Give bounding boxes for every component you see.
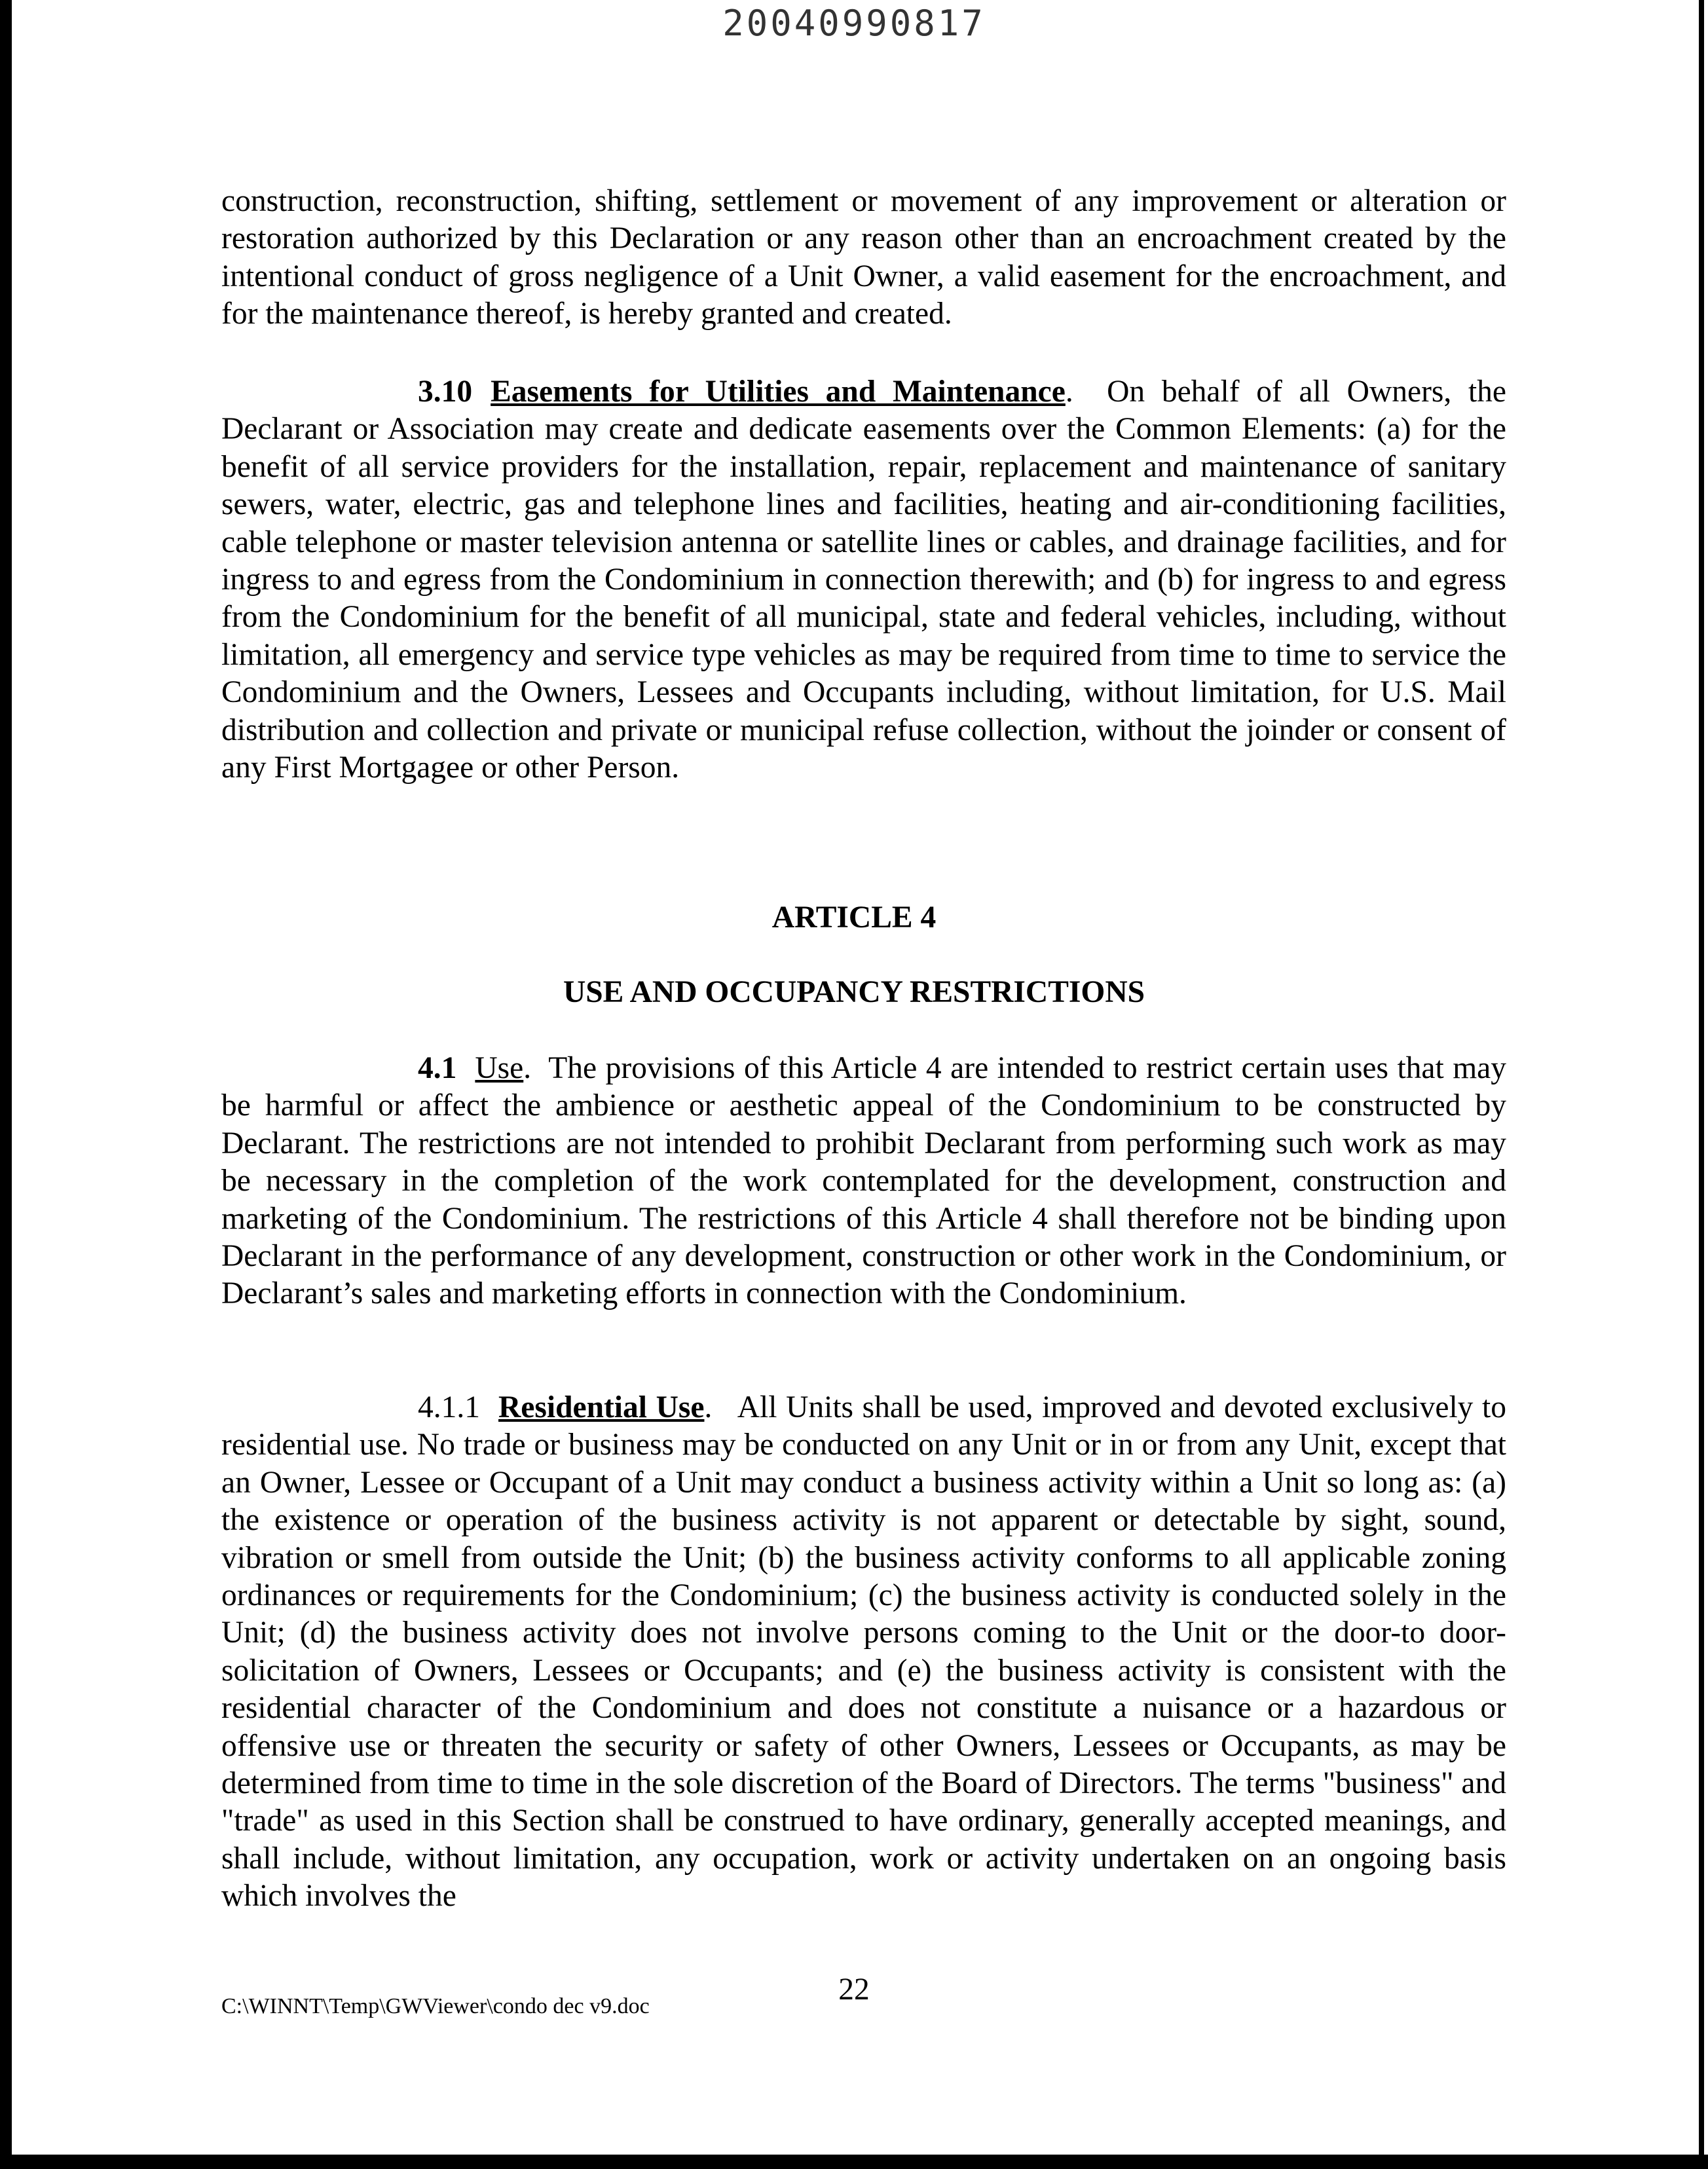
section-number: 3.10: [418, 375, 473, 409]
page-number: 22: [838, 1973, 870, 2007]
section-title: Easements for Utilities and Maintenance: [491, 375, 1066, 409]
document-number: 20040990817: [722, 3, 986, 44]
section-number: 4.1.1: [418, 1390, 480, 1424]
section-3-10: 3.10 Easements for Utilities and Maintenance. On behalf of all Owners, the Declarant or Association may create and dedicate easements over the Common Elements: (a) for the benefit of all service providers for the installation, repair, replacement and maintenance of sanitary sewers, water, electric, gas and telephone lines and facilities, heating and air-conditioning facilities, cable telephone or master television antenna or satellite lines or cables, and drainage facilities, and for ingress to and egress from the Condominium in connection therewith; and (b) for ingress to and egress from the Condominium for the benefit of all municipal, state and federal vehicles, including, without limitation, all emergency and service type vehicles as may be required from time to time to service the Condominium and the Owners, Lessees and Occupants including, without limitation, for U.S. Mail distribution and collection and private or municipal refuse collection, without the joinder or consent of any First Mortgagee or other Person.: [221, 375, 1507, 785]
section-title: Use: [475, 1051, 524, 1085]
section-4-1-1: 4.1.1 Residential Use. All Units shall be used, improved and devoted exclusively to residential use. No trade or business may be conducted on any Unit or in or from any Unit, except that an Owner, Lessee or Occupant of a Unit may conduct a business activity within a Unit so long as: (a) the existence or operation of the business activity is not apparent or detectable by sight, sound, vibration or smell from outside the Unit; (b) the business activity conforms to all applicable zoning ordinances or requirements for the Condominium; (c) the business activity is conducted solely in the Unit; (d) the business activity does not involve persons coming to the Unit or the door-to door-solicitation of Owners, Lessees or Occupants; and (e) the business activity is consistent with the residential character of the Condominium and does not constitute a nuisance or a hazardous or offensive use or threaten the security or safety of other Owners, Lessees or Occupants, as may be determined from time to time in the sole discretion of the Board of Directors. The terms "business" and "trade" as used in this Section shall be construed to have ordinary, generally accepted meanings, and shall include, without limitation, any occupation, work or activity undertaken on an ongoing basis which involves the: [221, 1390, 1506, 1914]
section-number: 4.1: [418, 1051, 457, 1085]
section-text: All Units shall be used, improved and devoted exclusively to residential use. No trade or business may be conducted on any Unit or in or from any Unit, except that an Owner, Lessee or Occupant of a Unit may conduct a business activity within a Unit so long as: (a) the existence or operation of the business activity is not apparent or detectable by sight, sound, vibration or smell from outside the Unit; (b) the business activity conforms to all applicable zoning ordinances or requirements for the Condominium; (c) the business activity is conducted solely in the Unit; (d) the business activity does not involve persons coming to the Unit or the door-to door-solicitation of Owners, Lessees or Occupants; and (e) the business activity is consistent with the residential character of the Condominium and does not constitute a nuisance or a hazardous or offensive use or threaten the security or safety of other Owners, Lessees or Occupants, as may be determined from time to time in the sole discretion of the Board of Directors. The terms "business" and "trade" as used in this Section shall be construed to have ordinary, generally accepted meanings, and shall include, without limitation, any occupation, work or activity undertaken on an ongoing basis which involves the: [221, 1390, 1506, 1914]
section-title: Residential Use: [498, 1390, 705, 1424]
article-label: ARTICLE 4: [771, 900, 937, 935]
section-text: On behalf of all Owners, the Declarant or Association may create and dedicate easements over the Common Elements: (a) for the benefit of all service providers for the installation, repair, replacement and maintenance of sanitary sewers, water, electric, gas and telephone lines and facilities, heating and air-conditioning facilities, cable telephone or master television antenna or satellite lines or cables, and drainage facilities, and for ingress to and egress from the Condominium in connection therewith; and (b) for ingress to and egress from the Condominium for the benefit of all municipal, state and federal vehicles, including, without limitation, all emergency and service type vehicles as may be required from time to time to service the Condominium and the Owners, Lessees and Occupants including, without limitation, for U.S. Mail distribution and collection and private or municipal refuse collection, without the joinder or consent of any First Mortgagee or other Person.: [221, 375, 1507, 785]
scan-border-bottom: [0, 2155, 1708, 2169]
scan-border-right: [1699, 0, 1704, 2169]
section-4-1: 4.1 Use. The provisions of this Article 4 are intended to restrict certain uses that may be harmful or affect the ambience or aesthetic appeal of the Condominium to be constructed by Declarant. The restrictions are not intended to prohibit Declarant from performing such work as may be necessary in the completion of the work contemplated for the development, construction and marketing of the Condominium. The restrictions of this Article 4 shall therefore not be binding upon Declarant in the performance of any development, construction or other work in the Condominium, or Declarant’s sales and marketing efforts in connection with the Condominium.: [221, 1051, 1506, 1311]
footer-file-path: C:\WINNT\Temp\GWViewer\condo dec v9.doc: [221, 1994, 650, 2018]
section-text: The provisions of this Article 4 are intended to restrict certain uses that may be harmful or affect the ambience or aesthetic appeal of the Condominium to be constructed by Declarant. The restrictions are not intended to prohibit Declarant from performing such work as may be necessary in the completion of the work contemplated for the development, construction and marketing of the Condominium. The restrictions of this Article 4 shall therefore not be binding upon Declarant in the performance of any development, construction or other work in the Condominium, or Declarant’s sales and marketing efforts in connection with the Condominium.: [221, 1051, 1506, 1311]
paragraph-continuation: [221, 183, 1506, 333]
scan-border-left: [0, 0, 12, 2169]
paragraph-continuation-text: construction, reconstruction, shifting, settlement or movement of any improvement or alteration or restoration authorized by this Declaration or any reason other than an encroachment created by the intentional conduct of gross negligence of a Unit Owner, a valid easement for the encroachment, and for the maintenance thereof, is hereby granted and created.: [221, 184, 1506, 331]
article-title: USE AND OCCUPANCY RESTRICTIONS: [563, 975, 1145, 1009]
